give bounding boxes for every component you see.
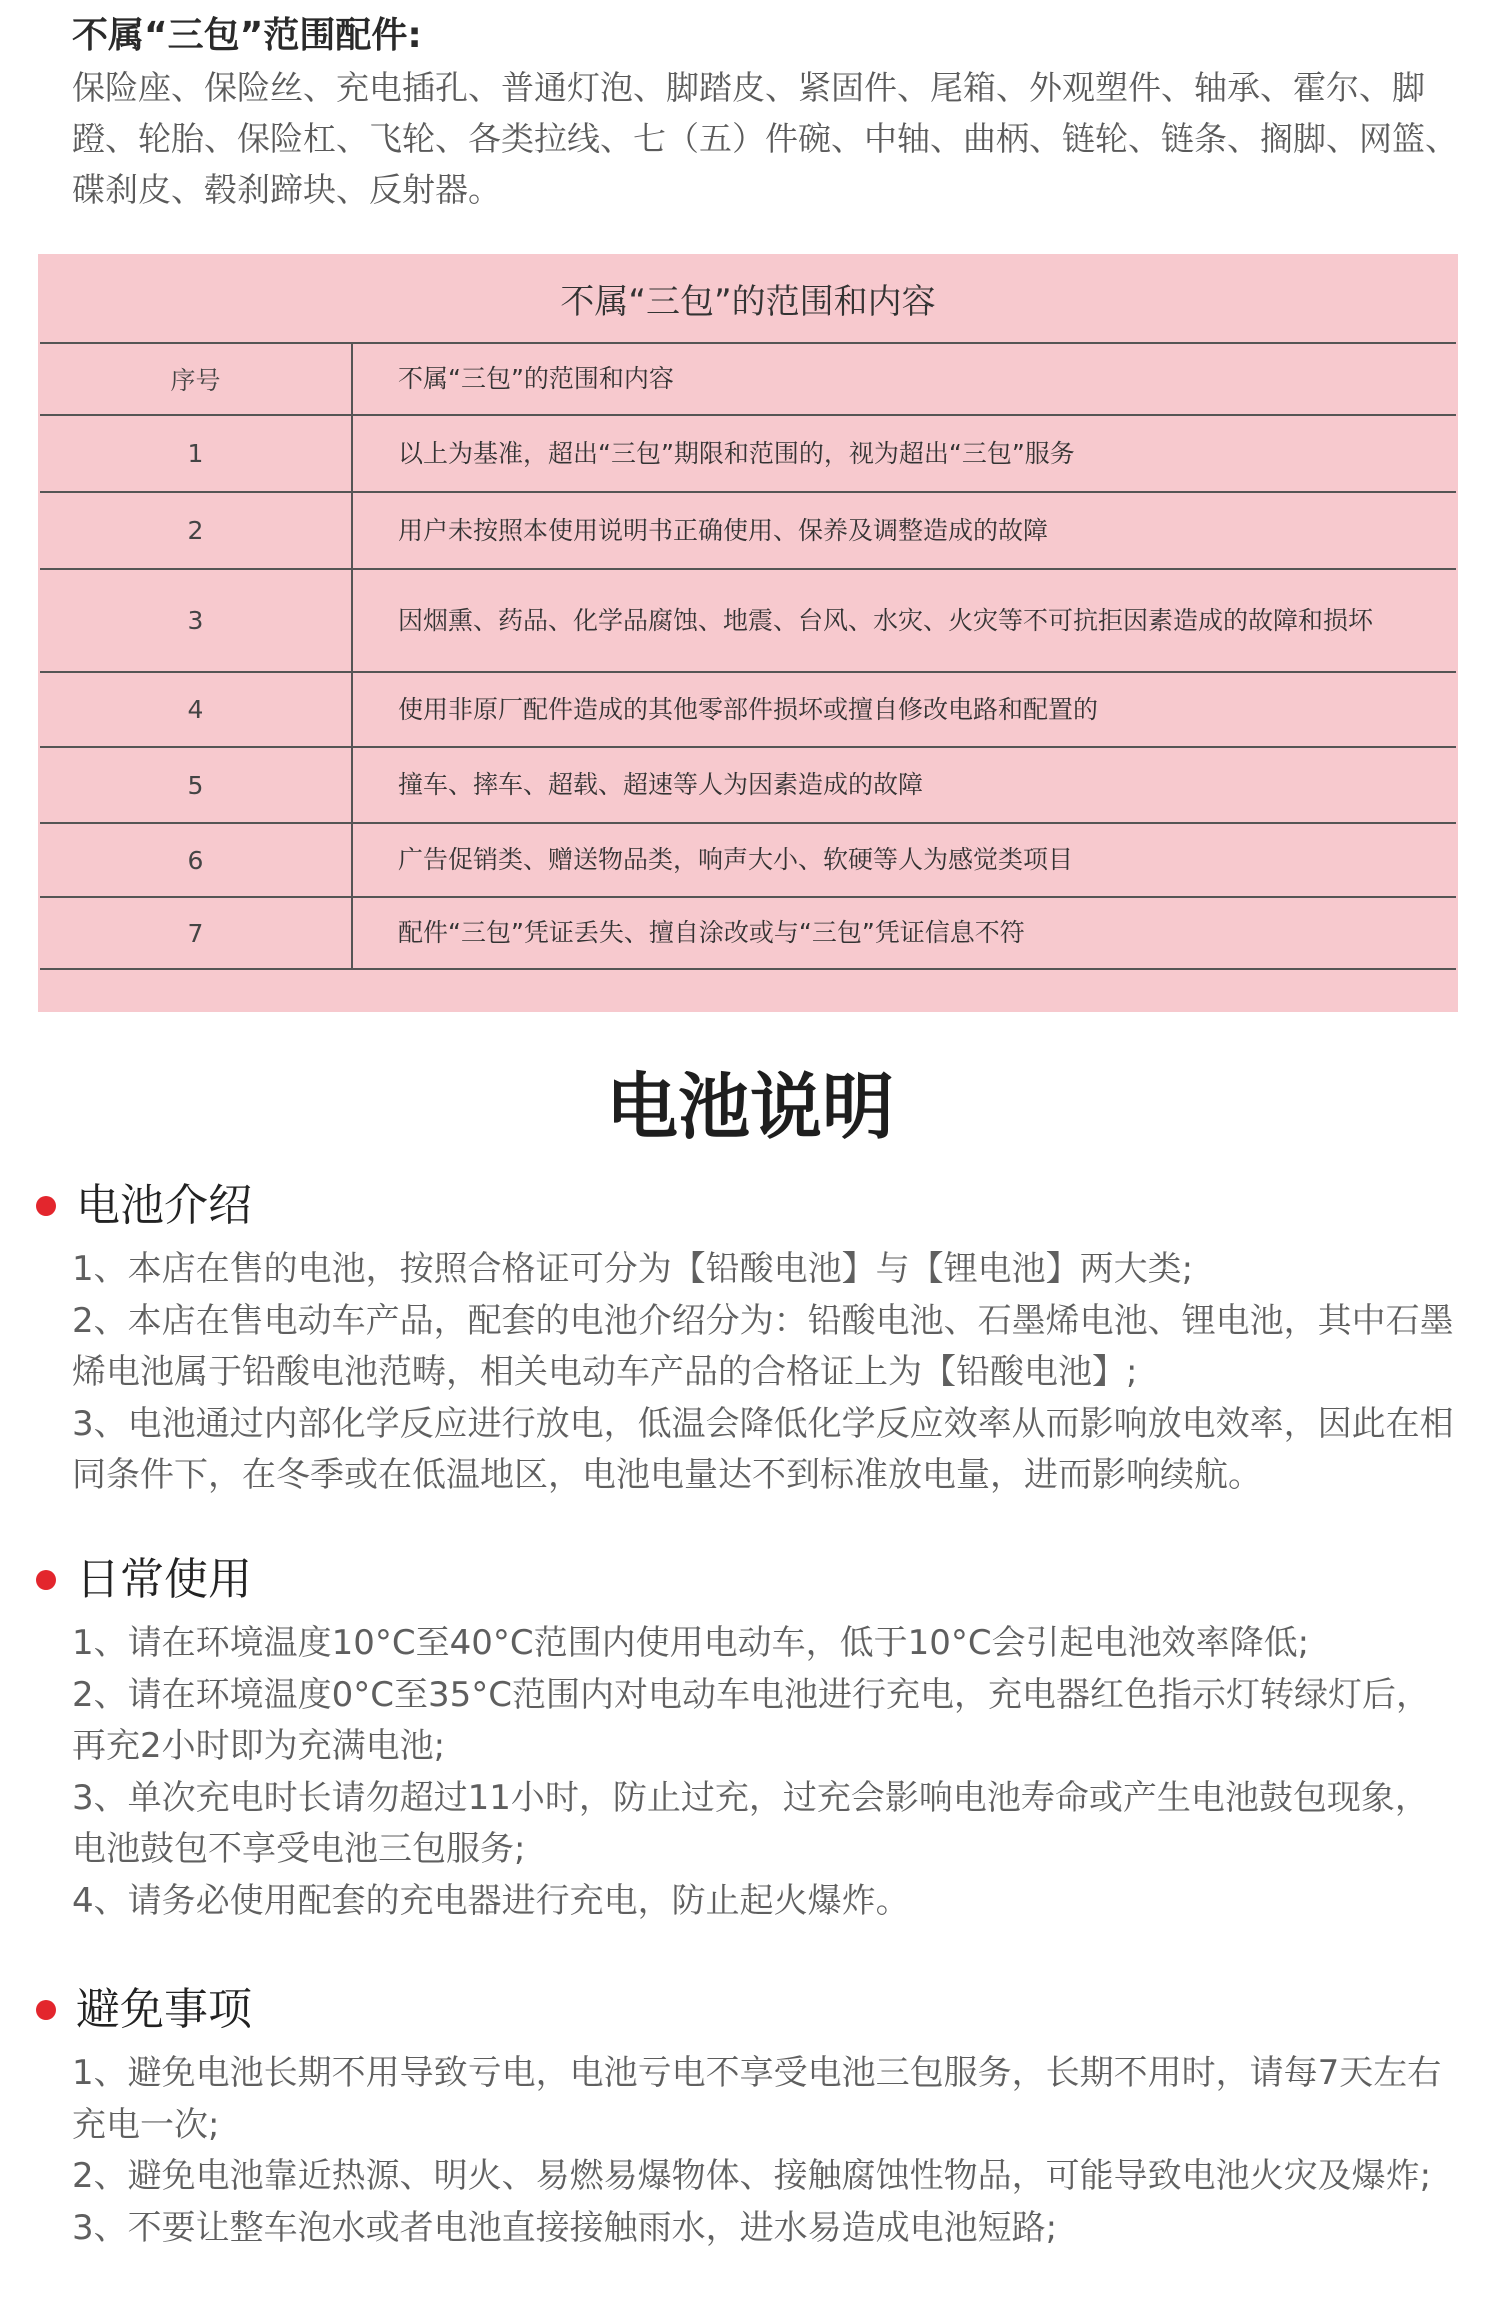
row-num: 3 (40, 570, 353, 671)
list-item: 1、本店在售的电池，按照合格证可分为【铅酸电池】与【锂电池】两大类; (72, 1249, 1194, 1289)
list-item: 2、请在环境温度0°C至35°C范围内对电动车电池进行充电，充电器红色指示灯转绿灯后，再充2小时即为充满电池; (72, 1674, 1431, 1766)
row-num: 7 (40, 898, 353, 968)
non-warranty-table (38, 254, 1458, 1012)
bullet-dot-icon (36, 1196, 56, 1216)
row-num: 6 (40, 824, 353, 896)
bullet-dot-icon (36, 1570, 56, 1590)
header-num: 序号 (40, 344, 353, 414)
row-num: 4 (40, 673, 353, 746)
list-item: 2、避免电池靠近热源、明火、易燃易爆物体、接触腐蚀性物品，可能导致电池火灾及爆炸; (72, 2156, 1432, 2196)
table-row (40, 491, 1456, 568)
header-content: 不属“三包”的范围和内容 (398, 364, 674, 393)
row-content: 以上为基准，超出“三包”期限和范围的，视为超出“三包”服务 (398, 438, 1075, 468)
battery-section-title: 电池说明 (605, 1065, 894, 1149)
section-body (72, 2048, 1462, 2254)
row-num: 2 (40, 493, 353, 568)
row-content: 因烟熏、药品、化学品腐蚀、地震、台风、水灾、火灾等不可抗拒因素造成的故障和损坏 (398, 605, 1374, 635)
list-item: 4、请务必使用配套的充电器进行充电，防止起火爆炸。 (72, 1880, 910, 1921)
section-heading (30, 1552, 252, 1608)
row-content: 配件“三包”凭证丢失、擅自涂改或与“三包”凭证信息不符 (398, 918, 1025, 947)
non-warranty-parts-heading: 不属“三包”范围配件: (72, 15, 422, 56)
row-num: 1 (40, 416, 353, 491)
section-title: 日常使用 (76, 1554, 252, 1605)
table-title: 不属“三包”的范围和内容 (560, 281, 936, 322)
list-item: 1、请在环境温度10°C至40°C范围内使用电动车，低于10°C会引起电池效率降低; (72, 1623, 1310, 1663)
table-row (40, 822, 1456, 896)
table-row (40, 671, 1456, 746)
row-content: 使用非原厂配件造成的其他零部件损坏或擅自修改电路和配置的 (398, 694, 1099, 724)
row-content: 用户未按照本使用说明书正确使用、保养及调整造成的故障 (398, 515, 1049, 545)
section-body (72, 1244, 1462, 1502)
row-content: 撞车、摔车、超载、超速等人为因素造成的故障 (398, 770, 924, 799)
table-header-row (40, 342, 1456, 414)
section-title: 电池介绍 (76, 1180, 252, 1231)
section-body (72, 1618, 1462, 1927)
list-item: 3、电池通过内部化学反应进行放电，低温会降低化学反应效率从而影响放电效率，因此在相同条件下，在冬季或在低温地区，电池电量达不到标准放电量，进而影响续航。 (72, 1403, 1454, 1495)
table-row (40, 568, 1456, 671)
row-num: 5 (40, 748, 353, 822)
table-row (40, 896, 1456, 970)
section-title: 避免事项 (76, 1984, 252, 2035)
row-content: 广告促销类、赠送物品类，响声大小、软硬等人为感觉类项目 (398, 845, 1074, 874)
bullet-dot-icon (36, 2000, 56, 2020)
list-item: 1、避免电池长期不用导致亏电，电池亏电不享受电池三包服务，长期不用时，请每7天左右充电一次; (72, 2053, 1442, 2145)
non-warranty-parts-list: 保险座、保险丝、充电插孔、普通灯泡、脚踏皮、紧固件、尾箱、外观塑件、轴承、霍尔、脚蹬、轮胎、保险杠、飞轮、各类拉线、七（五）件碗、中轴、曲柄、链轮、链条、搁脚、网篮、碟刹皮、毂刹蹄块、反射器。 (72, 68, 1458, 209)
section-heading (30, 1178, 252, 1234)
list-item: 3、单次充电时长请勿超过11小时，防止过充，过充会影响电池寿命或产生电池鼓包现象，电池鼓包不享受电池三包服务; (72, 1777, 1429, 1869)
table-row (40, 414, 1456, 491)
table-row (40, 746, 1456, 822)
list-item: 3、不要让整车泡水或者电池直接接触雨水，进水易造成电池短路; (72, 2207, 1058, 2248)
list-item: 2、本店在售电动车产品，配套的电池介绍分为：铅酸电池、石墨烯电池、锂电池，其中石墨烯电池属于铅酸电池范畴，相关电动车产品的合格证上为【铅酸电池】; (72, 1300, 1454, 1392)
section-heading (30, 1982, 252, 2038)
